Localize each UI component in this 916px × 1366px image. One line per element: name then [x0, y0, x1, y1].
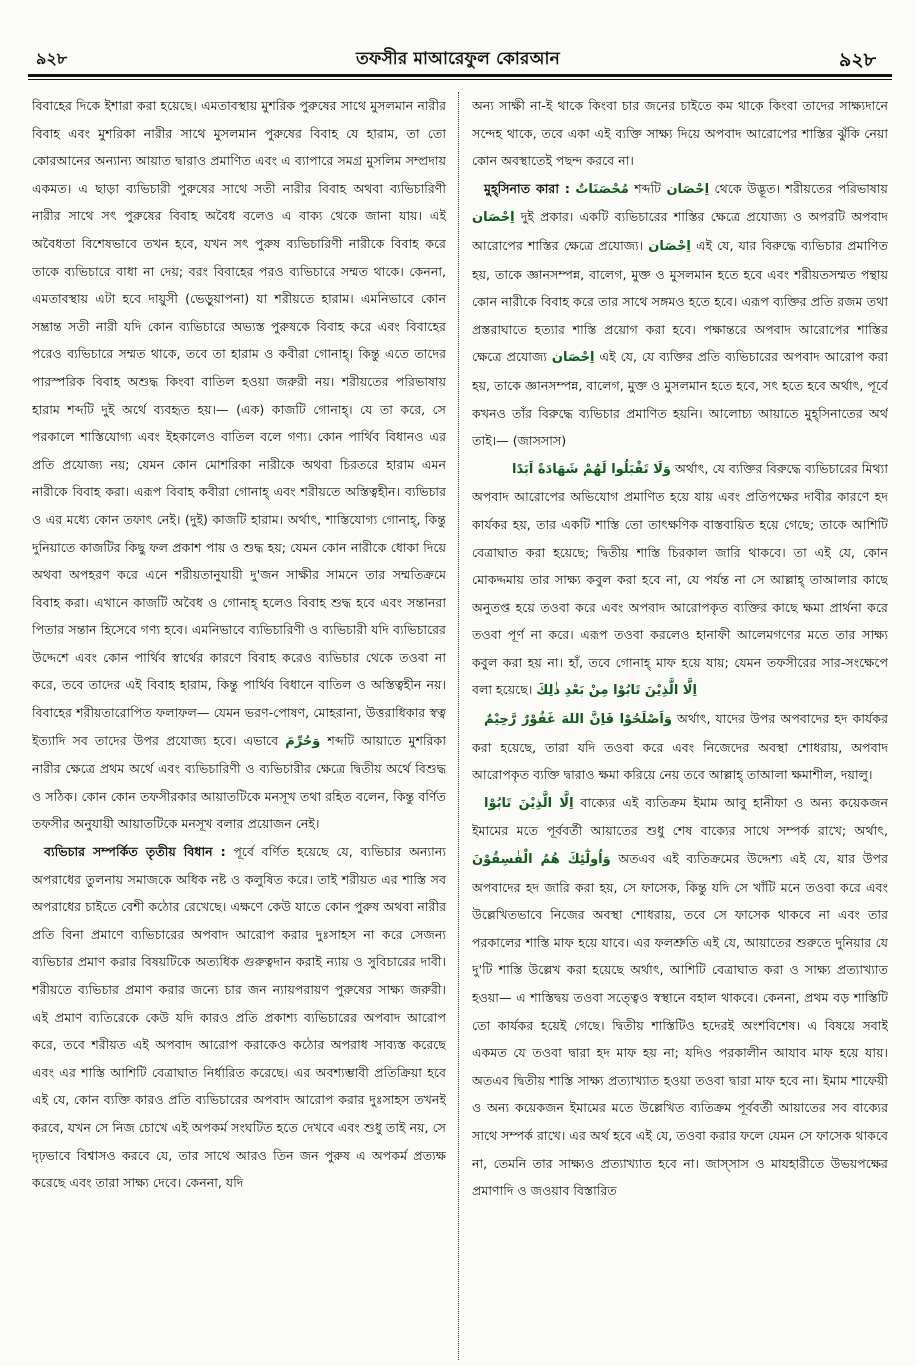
header-rule-thick	[28, 74, 892, 77]
arabic-text: اِحْصَان	[472, 210, 515, 226]
right-paragraph-4	[472, 705, 888, 789]
page-header	[0, 0, 916, 80]
right-p2-text: শব্দটি	[634, 180, 661, 196]
right-paragraph-2	[472, 175, 888, 455]
arabic-verse: وَاَصْلَحُوْا فَاِنَّ اللهَ غَفُوْرٌ رَّحِيْمٌ	[484, 712, 672, 728]
page-number-right: ৯২৮	[838, 49, 876, 71]
right-p1-text: অন্য সাক্ষী না-ই থাকে কিংবা চার জনের চাইতে কম থাকে কিংবা তাদের সাক্ষ্যদানে সন্দেহ থাকে, তবে একা এই ব্যক্তি সাক্ষ্য দিয়ে অপবাদ আরোপের শাস্তির ঝুঁকি নেয়া কোন অবস্থাতেই পছন্দ করবে না।	[472, 98, 888, 169]
arabic-text: اِحْصَان	[648, 238, 691, 254]
right-p2-text: এই যে, যার বিরুদ্ধে ব্যভিচার প্রমাণিত হয়, তাকে জ্ঞানসম্পন্ন, বালেগ, মুক্ত ও মুসলমান হতে হবে এবং শরীয়তসম্মত পন্থায় কোন নারীকে বিবাহ করে তার সাথে সঙ্গমও হতে হবে। এরূপ ব্যক্তির প্রতি রজম তথা প্রস্তরাঘাতে হত্যার শাস্তি প্রয়োগ করা হবে। পক্ষান্তরে অপবাদ আরোপের শাস্তির ক্ষেত্রে প্রযোজ্য	[472, 237, 888, 365]
arabic-text: اِحْصَان	[551, 350, 595, 366]
right-paragraph-1	[472, 92, 888, 175]
left-paragraph-1	[32, 92, 446, 838]
right-paragraph-5	[472, 789, 888, 1205]
left-paragraph-2	[32, 838, 446, 1197]
right-p2-text: এই যে, যে ব্যক্তির প্রতি ব্যভিচারের অপবাদ আরোপ করা হয়, তাকে জ্ঞানসম্পন্ন, বালেগ, মুক্ত ও মুসলমান হতে হবে, সৎ হতে হবে অর্থাৎ, পূর্বে কখনও তাঁর বিরুদ্ধে ব্যভিচার প্রমাণিত হয়নি। আলোচ্য আয়াতে মুহ্‌সিনাতের অর্থ তাই।— (জাসসাস)	[472, 349, 888, 449]
right-p4-text: অর্থাৎ, যাদের উপর অপবাদের হদ কার্যকর করা হয়েছে, তারা যদি তওবা করে এবং নিজেদের অবস্থা শোধরায়, অপবাদ আরোপকৃত ব্যক্তি দ্বারাও ক্ষমা করিয়ে নেয় তবে আল্লাহ্ তাআলা ক্ষমাশীল, দয়ালু।	[472, 711, 888, 783]
section-heading: মুহ্‌সিনাত কারা :	[484, 180, 570, 196]
page-number-left: ৯২৮	[36, 49, 68, 68]
left-p2-text: পূর্বে বর্ণিত হয়েছে যে, ব্যভিচার অন্যান্য অপরাধের তুলনায় সমাজকে অধিক নষ্ট ও কলুষিত করে। তাই শরীয়ত এর শাস্তি সব অপরাধের চাইতে বেশী কঠোর রেখেছে। এক্ষণে কেউ যাতে কোন পুরুষ অথবা নারীর প্রতি বিনা প্রমাণে ব্যভিচারের অপবাদ আরোপ করার দুঃসাহস না করে সেজন্য ব্যভিচার প্রমাণ করার বিষয়টিকে অত্যধিক গুরুত্বদান করাই ন্যায় ও সুবিচারের দাবী। শরীয়তে ব্যভিচার প্রমাণ করার জন্যে চার জন ন্যায়পরায়ণ পুরুষের সাক্ষ্য জরুরী। এই প্রমাণ ব্যতিরেকে কেউ যদি কারও প্রতি প্রকাশ্য ব্যভিচারের অপবাদ আরোপ করে, তবে শরীয়ত এই অপবাদ আরোপ করাকেও কঠোর অপরাধ সাব্যস্ত করেছে এবং এর শাস্তি আশিটি বেত্রাঘাত নির্ধারিত করেছে। এর অবশ্যম্ভাবী প্রতিক্রিয়া হবে এই যে, কোন ব্যক্তি কারও প্রতি ব্যভিচারের অপবাদ আরোপ করার দুঃসাহস তখনই করবে, যখন সে নিজ চোখে এই অপকর্ম সংঘটিত হতে দেখবে এবং শুধু তাই নয়, সে দৃঢ়ভাবে বিশ্বাসও করবে যে, তার সাথে আরও তিন জন পুরুষ এ অপকর্ম প্রত্যক্ষ করেছে এবং তারা সাক্ষ্য দেবে। কেননা, যদি	[32, 844, 446, 1191]
arabic-text: وَحُرِّمَ	[285, 733, 321, 749]
left-p1-text: বিবাহের দিকে ইশারা করা হয়েছে। এমতাবস্থায় মুশরিক পুরুষের সাথে মুসলমান নারীর বিবাহ এবং মুশরিকা নারীর সাথে মুসলমান পুরুষের বিবাহ যে হারাম, তা তো কোরআনের অন্যান্য আয়াত দ্বারাও প্রমাণিত এবং এ ব্যাপারে সমগ্র মুসলিম সম্প্রদায় একমত। এ ছাড়া ব্যভিচারী পুরুষের সাথে সতী নারীর বিবাহ অথবা ব্যভিচারিণী নারীর সাথে সৎ পুরুষের বিবাহ অবৈধ বলেও এ বাক্য থেকে জানা যায়। এই অবৈধতা বিশেষভাবে তখন হবে, যখন সৎ পুরুষ ব্যভিচারিণী নারীকে বিবাহ করে তাকে ব্যভিচারে বাধা না দেয়; বরং বিবাহের পরও ব্যভিচারে সম্মত থাকে। কেননা, এমতাবস্থায় এটা হবে দায়ুসী (ভেড়ুয়াপনা) যা শরীয়তে হারাম। এমনিভাবে কোন সম্ভ্রান্ত সতী নারী যদি কোন ব্যভিচারে অভ্যস্ত পুরুষকে বিবাহ করে এবং বিবাহের পরেও ব্যভিচারে সম্মত থাকে, তবে তা হারাম ও কবীরা গোনাহ্। কিন্তু এতে তাদের পারস্পরিক বিবাহ অশুদ্ধ কিংবা বাতিল হওয়া জরুরী নয়। শরীয়তের পরিভাষায় হারাম শব্দটি দুই অর্থে ব্যবহৃত হয়।— (এক) কাজটি গোনাহ্। যে তা করে, সে পরকালে শাস্তিযোগ্য এবং ইহকালেও বাতিল বলে গণ্য। কোন পার্থিব বিধানও এর প্রতি প্রযোজ্য নয়; যেমন কোন মোশরিকা নারীকে অথবা চিরতরে হারাম এমন নারীকে বিবাহ করা। এরূপ বিবাহ কবীরা গোনাহ্ এবং শরীয়তে অস্তিত্বহীন। ব্যভিচার ও এর মধ্যে কোন তফাৎ নেই। (দুই) কাজটি হারাম। অর্থাৎ, শাস্তিযোগ্য গোনাহ্, কিন্তু দুনিয়াতে কাজটির কিছু ফল প্রকাশ পায় ও শুদ্ধ হয়; যেমন কোন নারীকে ধোকা দিয়ে অথবা অপহরণ করে এনে শরীয়তানুযায়ী দু'জন সাক্ষীর সামনে তার সম্মতিক্রমে বিবাহ করা। এখানে কাজটি অবৈধ ও গোনাহ্ হলেও বিবাহ শুদ্ধ হবে এবং সন্তানরা পিতার সন্তান হিসেবে গণ্য হবে। এমনিভাবে ব্যভিচারিণী ও ব্যভিচারী যদি ব্যভিচারের উদ্দেশে এবং কোন পার্থিব স্বার্থের কারণে বিবাহ করেও ব্যভিচার থেকে তওবা না করে, তবে তাদের এই বিবাহ হারাম, কিন্তু পার্থিব বিধানে বাতিল ও অস্তিত্বহীন নয়। বিবাহের শরীয়তারোপিত ফলাফল— যেমন ভরণ-পোষণ, মোহরানা, উত্তরাধিকার স্বত্ব ইত্যাদি সব তাদের উপর প্রযোজ্য হবে। এভাবে	[32, 98, 446, 748]
arabic-verse: اِلَّا الَّذِيْنَ تَابُوْا مِنْ بَعْدِ ذٰلِكَ	[536, 683, 697, 699]
arabic-verse: اِلَّا الَّذِيْنَ تَابُوْا	[484, 795, 574, 811]
right-p2-text: থেকে উদ্ভূত। শরীয়তের পরিভাষায়	[714, 180, 888, 196]
right-column	[472, 92, 888, 1360]
right-p5-text: অতএব এই ব্যতিক্রমের উদ্দেশ্য এই যে, যার উপর অপবাদের হদ জারি করা হয়, সে ফাসেক, কিন্তু যদি সে খাঁটি মনে তওবা করে এবং উল্লেখিতভাবে নিজের অবস্থা শোধরায়, তবে সে ফাসেক থাকবে না এবং তার পরকালের শাস্তি মাফ হয়ে যাবে। এর ফলশ্রুতি এই যে, আয়াতের শুরুতে দুনিয়ার যে দু'টি শাস্তি উল্লেখ করা হয়েছে অর্থাৎ, আশিটি বেত্রাঘাত করা ও সাক্ষ্য প্রত্যাখ্যাত হওয়া— এ শাস্তিদ্বয় তওবা সত্ত্বেও স্বস্থানে বহাল থাকবে। কেননা, প্রথম বড় শাস্তিটি তো কার্যকর হয়েই গেছে। দ্বিতীয় শাস্তিটিও হদেরই অংশবিশেষ। এ বিষয়ে সবাই একমত যে তওবা দ্বারা হদ মাফ হয় না; যদিও পরকালীন আযাব মাফ হয়ে যায়। অতএব দ্বিতীয় শাস্তি সাক্ষ্য প্রত্যাখ্যাত হওয়া তওবা দ্বারা মাফ হবে না। ইমাম শাফেয়ী ও অন্য কয়েকজন ইমামের মতে উল্লেখিত ব্যতিক্রম পূর্ববর্তী আয়াতের সব বাক্যের সাথে সম্পর্ক রাখে। এর অর্থ হবে এই যে, তওবা করার ফলে যেমন সে ফাসেক থাকবে না, তেমনি তার সাক্ষ্যও প্রত্যাখ্যাত হবে না। জাস্‌সাস ও মাযহারীতে উভয়পক্ষের প্রমাণাদি ও জওয়াব বিস্তারিত	[472, 851, 888, 1199]
page-title: তফসীর মাআরেফুল কোরআন	[356, 49, 560, 69]
right-p3-text: অর্থাৎ, যে ব্যক্তির বিরুদ্ধে ব্যভিচারের মিথ্যা অপবাদ আরোপের অভিযোগ প্রমাণিত হয়ে যায় এবং প্রতিপক্ষের দাবীর কারণে হদ কার্যকর হয়, তার একটি শাস্তি তো তাৎক্ষণিক বাস্তবায়িত হয়ে গেছে; তাকে আশিটি বেত্রাঘাত করা হয়েছে; দ্বিতীয় শাস্তি চিরকাল জারি থাকবে। তা এই যে, কোন মোকদ্দমায় তার সাক্ষ্য কবুল করা হবে না, যে পর্যন্ত না সে আল্লাহ্ তাআলার কাছে অনুতপ্ত হয়ে তওবা করে এবং অপবাদ আরোপকৃত ব্যক্তির কাছে ক্ষমা প্রার্থনা করে তওবা পূর্ণ না করে। এরূপ তওবা করলেও হানাফী আলেমগণের মতে তার সাক্ষ্য কবুল করা হয় না। হাঁ, তবে গোনাহ্ মাফ হয়ে যায়; যেমন তফসীরের সার-সংক্ষেপে বলা হয়েছে।	[472, 460, 888, 698]
arabic-verse: وَاُولٰٓئِكَ هُمُ الْفٰسِقُوْنَ	[472, 852, 611, 868]
column-divider	[458, 92, 459, 1360]
section-heading: ব্যভিচার সম্পর্কিত তৃতীয় বিধান :	[44, 844, 226, 860]
right-p2-text: দুই প্রকার। একটি ব্যভিচারের শাস্তির ক্ষেত্রে প্রযোজ্য ও অপরটি অপবাদ আরোপের শাস্তির ক্ষেত্রে প্রযোজ্য।	[472, 209, 888, 253]
arabic-text: مُحْصَنَاتٌ	[575, 181, 629, 197]
left-p1-tail: শব্দটি আয়াতে মুশরিকা নারীর ক্ষেত্রে প্রথম অর্থে এবং ব্যভিচারিণী ও ব্যভিচারীর ক্ষেত্রে দ্বিতীয় অর্থে বিশুদ্ধ ও সঠিক। কোন কোন তফসীরকার আয়াতটিকে মনসূখ তথা রহিত বলেন, কিন্তু বর্ণিত তফসীর অনুযায়ী আয়াতটিকে মনসূখ বলার প্রয়োজন নেই।	[32, 732, 446, 832]
left-column	[32, 92, 446, 1360]
right-paragraph-3	[472, 455, 888, 705]
arabic-text: اِحْصَان	[666, 181, 710, 197]
header-rule-thin	[28, 79, 892, 80]
arabic-verse: وَلَا تَقْبَلُوا لَهُمْ شَهَادَةً اَبَدًا	[512, 461, 671, 477]
right-p5-text: বাক্যের এই ব্যতিক্রম ইমাম আবু হানীফা ও অন্য কয়েকজন ইমামের মতে পূর্ববর্তী আয়াতের শুধু শেষ বাক্যের সাথে সম্পর্ক রাখে; অর্থাৎ,	[472, 794, 888, 839]
